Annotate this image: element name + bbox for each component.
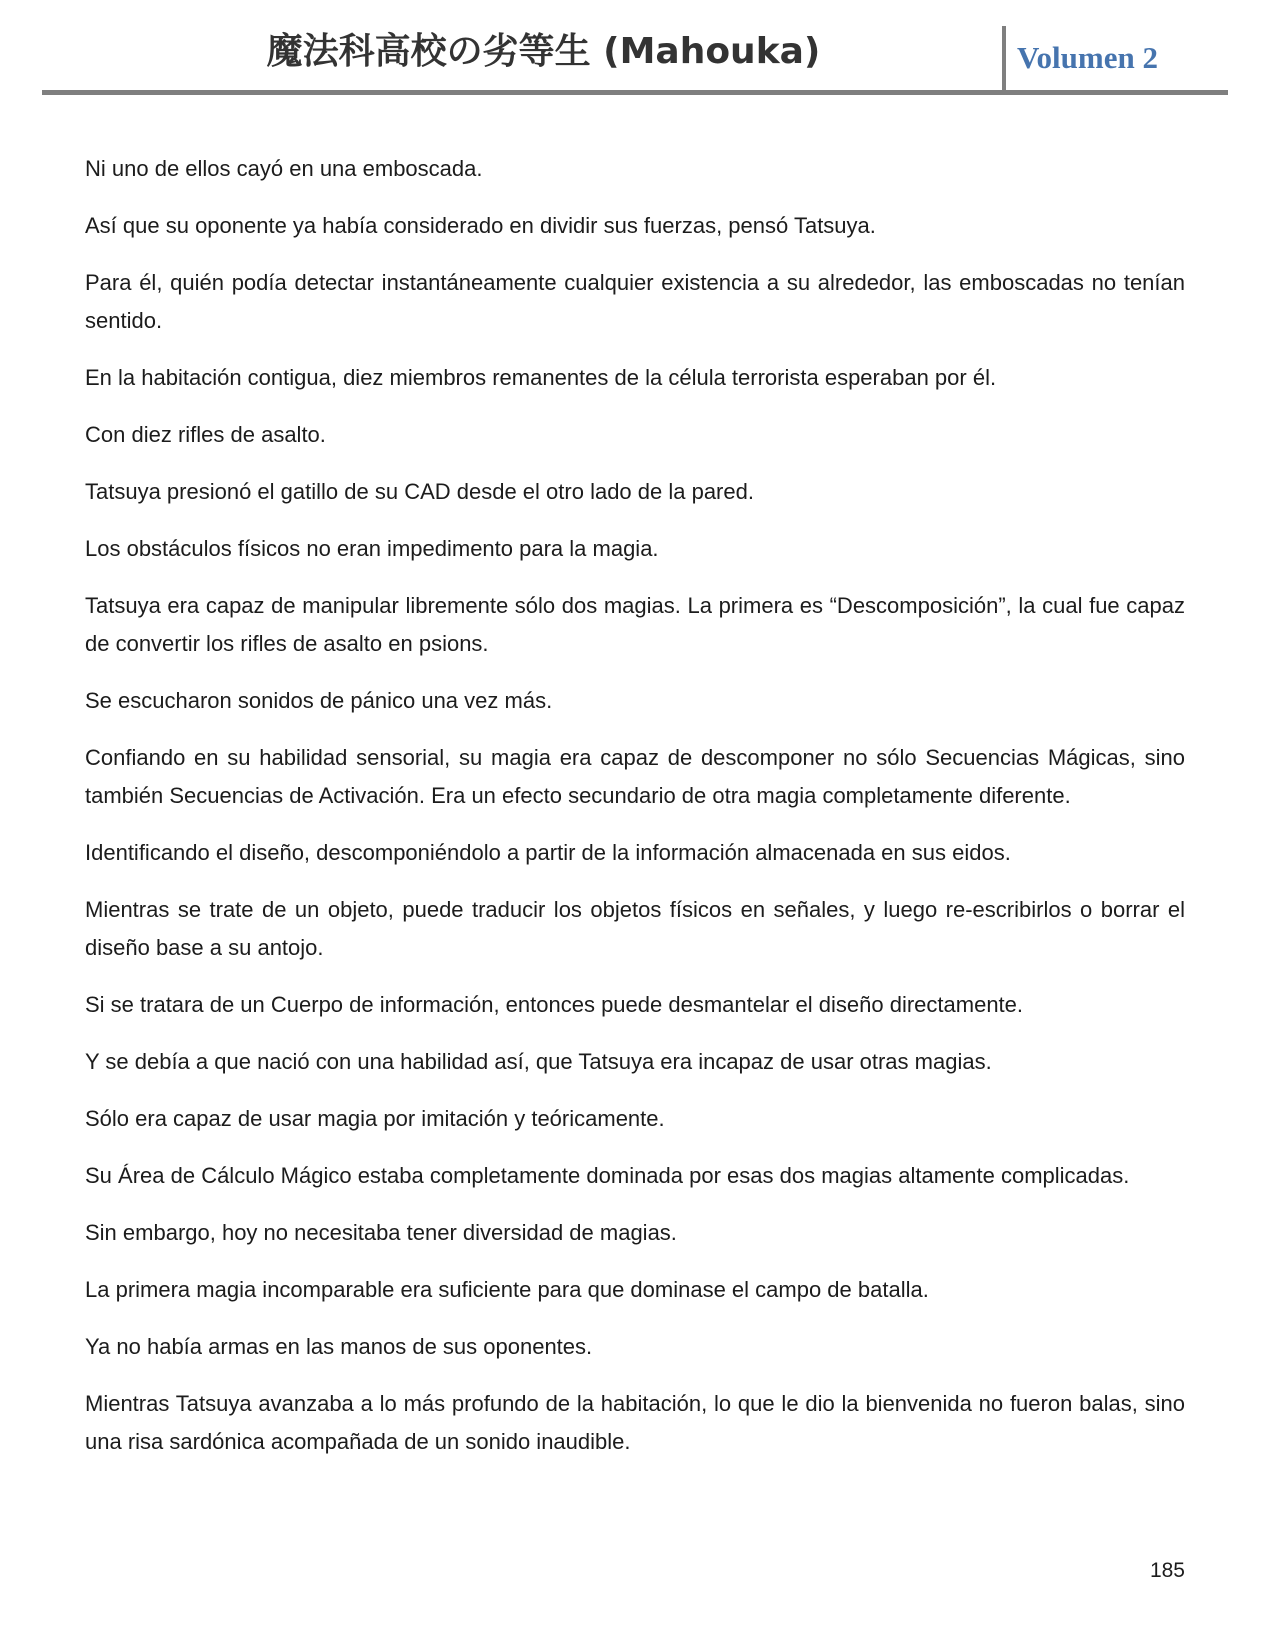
body-paragraph: Y se debía a que nació con una habilidad así, que Tatsuya era incapaz de usar otras magias.	[85, 1049, 992, 1074]
page-title: 魔法科高校の劣等生 (Mahouka)	[266, 31, 821, 72]
body-paragraph: La primera magia incomparable era suficiente para que dominase el campo de batalla.	[85, 1277, 929, 1302]
body-paragraph: Los obstáculos físicos no eran impedimento para la magia.	[85, 536, 659, 561]
body-paragraph: Sin embargo, hoy no necesitaba tener diversidad de magias.	[85, 1220, 677, 1245]
body-paragraph: Mientras se trate de un objeto, puede traducir los objetos físicos en señales, y luego re-escribirlos o borrar el diseño base a su antojo.	[85, 897, 1185, 960]
page-header	[0, 0, 1275, 95]
body-paragraph: Ni uno de ellos cayó en una emboscada.	[85, 156, 483, 181]
body-paragraph: Tatsuya presionó el gatillo de su CAD desde el otro lado de la pared.	[85, 479, 754, 504]
header-divider	[1002, 26, 1006, 90]
body-paragraph: Sólo era capaz de usar magia por imitación y teóricamente.	[85, 1106, 665, 1131]
body-paragraph: Ya no había armas en las manos de sus oponentes.	[85, 1334, 593, 1359]
body-paragraph: Confiando en su habilidad sensorial, su magia era capaz de descomponer no sólo Secuencias Mágicas, sino también Secuencias de Activación. Era un efecto secundario de otra magia completamente diferente.	[85, 745, 1185, 808]
page-body	[85, 150, 1185, 1480]
body-paragraph: Su Área de Cálculo Mágico estaba completamente dominada por esas dos magias altamente complicadas.	[85, 1163, 1130, 1188]
body-paragraph: Si se tratara de un Cuerpo de información, entonces puede desmantelar el diseño directamente.	[85, 992, 1024, 1017]
volume-label: Volumen 2	[1017, 40, 1158, 75]
body-paragraph: Tatsuya era capaz de manipular libremente sólo dos magias. La primera es “Descomposición”, la cual fue capaz de convertir los rifles de asalto en psions.	[85, 593, 1185, 656]
body-paragraph: En la habitación contigua, diez miembros remanentes de la célula terrorista esperaban por él.	[85, 365, 997, 390]
page-number: 185	[1149, 1559, 1185, 1582]
body-paragraph: Mientras Tatsuya avanzaba a lo más profundo de la habitación, lo que le dio la bienvenida no fueron balas, sino una risa sardónica acompañada de un sonido inaudible.	[85, 1391, 1185, 1454]
body-paragraph: Se escucharon sonidos de pánico una vez más.	[85, 688, 553, 713]
header-rule	[42, 90, 1228, 95]
body-paragraph: Con diez rifles de asalto.	[85, 422, 326, 447]
body-paragraph: Así que su oponente ya había considerado en dividir sus fuerzas, pensó Tatsuya.	[85, 213, 876, 238]
body-paragraph: Identificando el diseño, descomponiéndolo a partir de la información almacenada en sus eidos.	[85, 840, 1011, 865]
body-paragraph: Para él, quién podía detectar instantáneamente cualquier existencia a su alrededor, las emboscadas no tenían sentido.	[85, 270, 1185, 333]
